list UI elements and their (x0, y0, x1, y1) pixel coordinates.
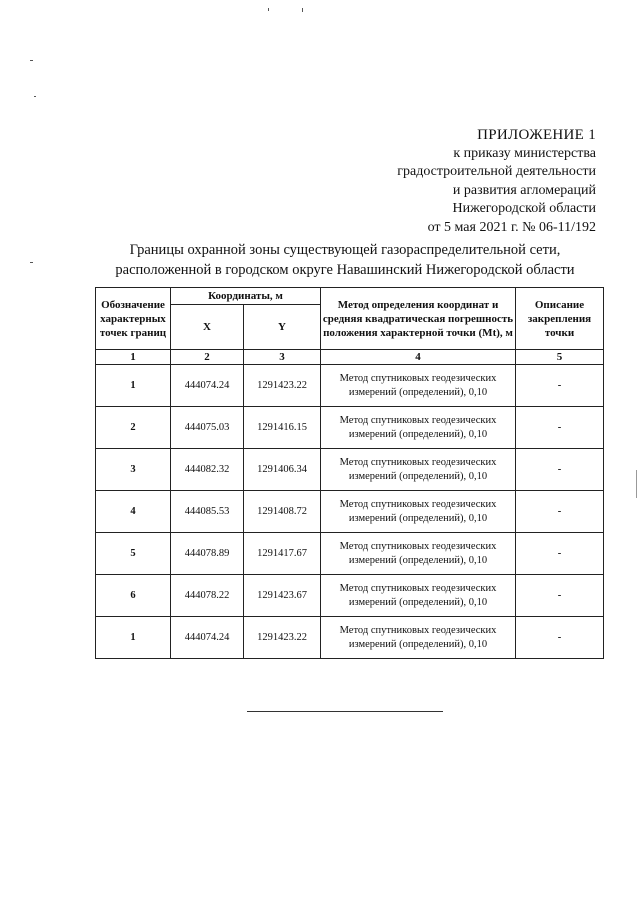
point-number: 3 (96, 449, 171, 491)
appendix-heading: ПРИЛОЖЕНИЕ 1 (477, 127, 596, 143)
method-cell: Метод спутниковых геодезических измерений (определений), 0,10 (321, 575, 516, 617)
scan-speck (30, 262, 33, 263)
coordinate-x: 444082.32 (171, 449, 244, 491)
scan-speck (30, 60, 33, 61)
table-row (96, 533, 604, 575)
point-number: 4 (96, 491, 171, 533)
coordinate-y: 1291423.22 (244, 365, 321, 407)
document-title (90, 240, 600, 280)
table-row (96, 617, 604, 659)
table-row (96, 491, 604, 533)
scan-speck (302, 8, 303, 12)
header-method: Метод определения координат и средняя квадратическая погрешность положения характерной точки (Mt), м (321, 288, 516, 350)
point-number: 6 (96, 575, 171, 617)
table-row (96, 365, 604, 407)
column-number: 1 (96, 350, 171, 365)
column-number: 2 (171, 350, 244, 365)
method-cell: Метод спутниковых геодезических измерений (определений), 0,10 (321, 533, 516, 575)
header-y: Y (244, 305, 321, 350)
method-cell: Метод спутниковых геодезических измерений (определений), 0,10 (321, 491, 516, 533)
method-cell: Метод спутниковых геодезических измерений (определений), 0,10 (321, 365, 516, 407)
header-x: X (171, 305, 244, 350)
column-number: 5 (516, 350, 604, 365)
title-line: Границы охранной зоны существующей газораспределительной сети, (129, 242, 561, 258)
description-cell: - (516, 449, 604, 491)
coordinate-y: 1291423.67 (244, 575, 321, 617)
coordinate-x: 444085.53 (171, 491, 244, 533)
point-number: 5 (96, 533, 171, 575)
coordinate-y: 1291423.22 (244, 617, 321, 659)
description-cell: - (516, 491, 604, 533)
header-coordinates: Координаты, м (171, 288, 321, 305)
table-row (96, 407, 604, 449)
description-cell: - (516, 365, 604, 407)
appendix-line: Нижегородской области (452, 201, 596, 217)
coordinate-y: 1291408.72 (244, 491, 321, 533)
coordinate-x: 444074.24 (171, 365, 244, 407)
coordinate-x: 444075.03 (171, 407, 244, 449)
title-line: расположенной в городском округе Навашинский Нижегородской области (115, 262, 575, 278)
scan-speck (268, 8, 269, 11)
appendix-header (397, 126, 596, 238)
header-description: Описание закрепления точки (516, 288, 604, 350)
description-cell: - (516, 407, 604, 449)
table-row (96, 449, 604, 491)
coordinate-y: 1291416.15 (244, 407, 321, 449)
scan-speck (636, 470, 637, 498)
column-number: 3 (244, 350, 321, 365)
description-cell: - (516, 575, 604, 617)
coordinate-y: 1291417.67 (244, 533, 321, 575)
header-designation: Обозначение характерных точек границ (96, 288, 171, 350)
closing-rule (247, 711, 443, 712)
coordinate-x: 444074.24 (171, 617, 244, 659)
table-row (96, 575, 604, 617)
coordinate-x: 444078.22 (171, 575, 244, 617)
method-cell: Метод спутниковых геодезических измерений (определений), 0,10 (321, 407, 516, 449)
coordinates-table (95, 287, 604, 659)
coordinate-y: 1291406.34 (244, 449, 321, 491)
coordinate-x: 444078.89 (171, 533, 244, 575)
appendix-line: к приказу министерства (453, 145, 596, 161)
method-cell: Метод спутниковых геодезических измерений (определений), 0,10 (321, 449, 516, 491)
point-number: 1 (96, 365, 171, 407)
point-number: 1 (96, 617, 171, 659)
appendix-line: от 5 мая 2021 г. № 06-11/192 (427, 219, 596, 235)
appendix-line: и развития агломераций (452, 182, 596, 198)
description-cell: - (516, 617, 604, 659)
appendix-line: градостроительной деятельности (397, 164, 596, 180)
column-number: 4 (321, 350, 516, 365)
scan-speck (34, 96, 36, 97)
method-cell: Метод спутниковых геодезических измерений (определений), 0,10 (321, 617, 516, 659)
point-number: 2 (96, 407, 171, 449)
description-cell: - (516, 533, 604, 575)
